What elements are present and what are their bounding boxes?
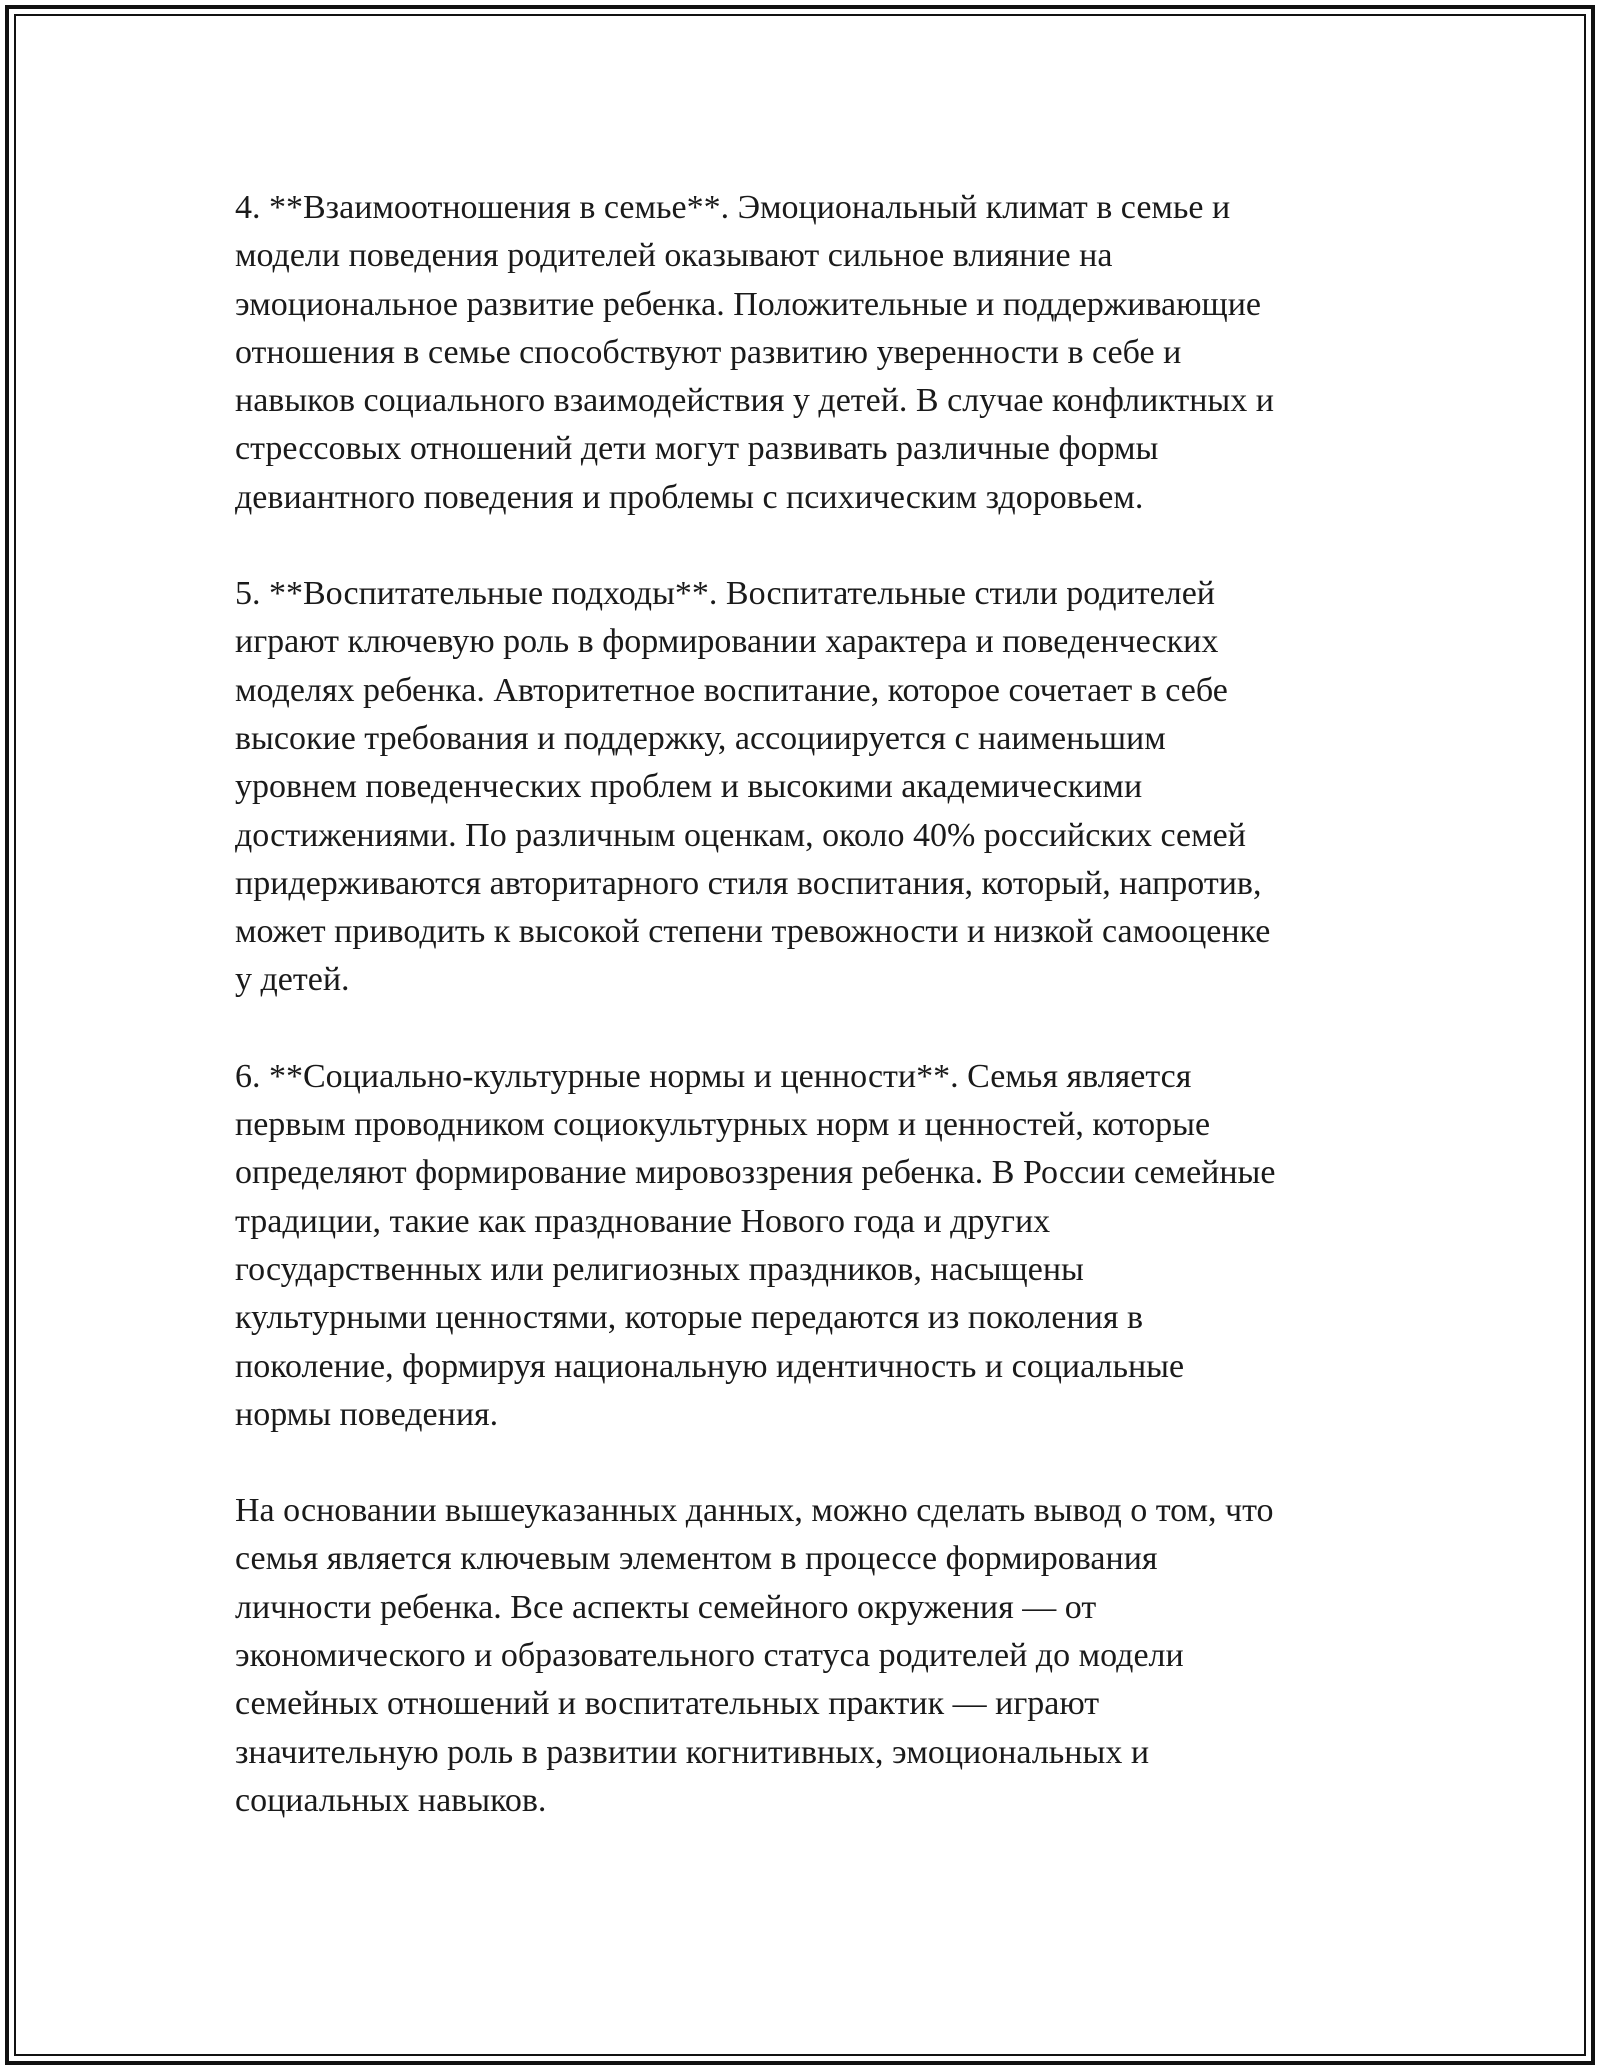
paragraph-parenting-approaches: 5. **Воспитательные подходы**. Воспитательные стили родителей играют ключевую роль в формировании характера и поведенческих моделях ребенка. Авторитетное воспитание, которое сочетает в себе высокие требования и поддержку, ассоциируется с наименьшим уровнем поведенческих проблем и высокими академическими достижениями. По различным оценкам, около 40% российских семей придерживаются авторитарного стиля воспитания, который, напротив, может приводить к высокой степени тревожности и низкой самооценке у детей. — [235, 575, 1271, 999]
paragraph-sociocultural-norms: 6. **Социально-культурные нормы и ценности**. Семья является первым проводником социокультурных норм и ценностей, которые определяют формирование мировоззрения ребенка. В России семейные традиции, такие как празднование Нового года и других государственных или религиозных праздников, насыщены культурными ценностями, которые передаются из поколения в поколение, формируя национальную идентичность и социальные нормы поведения. — [235, 1057, 1276, 1433]
document-body — [235, 184, 1385, 1873]
paragraph-conclusion: На основании вышеуказанных данных, можно сделать вывод о том, что семья является ключевым элементом в процессе формирования личности ребенка. Все аспекты семейного окружения — от экономического и образовательного статуса родителей до модели семейных отношений и воспитательных практик — играют значительную роль в развитии когнитивных, эмоциональных и социальных навыков. — [235, 1492, 1274, 1819]
paragraph-family-relations: 4. **Взаимоотношения в семье**. Эмоциональный климат в семье и модели поведения родителей оказывают сильное влияние на эмоциональное развитие ребенка. Положительные и поддерживающие отношения в семье способствуют развитию уверенности в себе и навыков социального взаимодействия у детей. В случае конфликтных и стрессовых отношений дети могут развивать различные формы девиантного поведения и проблемы с психическим здоровьем. — [235, 189, 1274, 516]
